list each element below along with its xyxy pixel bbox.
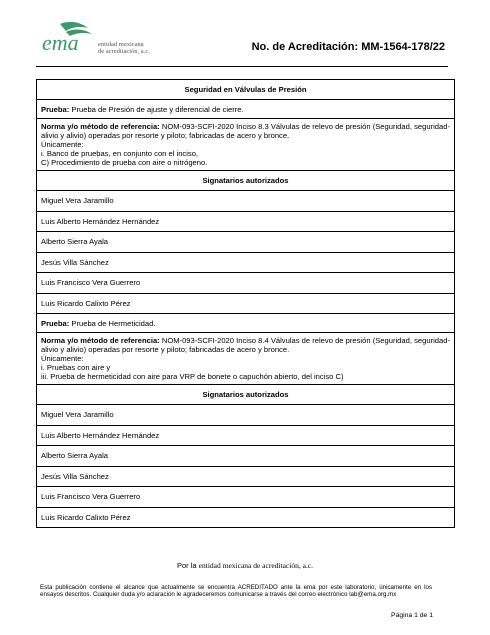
signatory: Miguel Vera Jaramillo (37, 191, 455, 212)
prueba-row: Prueba: Prueba de Presión de ajuste y diferencial de cierre. (37, 100, 455, 119)
signatory: Luis Ricardo Calixto Pérez (37, 293, 455, 314)
signatory: Luis Ricardo Calixto Pérez (37, 507, 455, 528)
signatory: Jesús Villa Sánchez (37, 466, 455, 487)
scope-table (36, 79, 455, 528)
logo-caption: entidad mexicana de acreditación, a.c. (98, 41, 150, 55)
signatory: Luis Francisco Vera Guerrero (37, 273, 455, 294)
ema-logo-mark (40, 20, 100, 56)
prueba-row: Prueba: Prueba de Hermeticidad. (37, 314, 455, 333)
signatory: Miguel Vera Jaramillo (37, 405, 455, 426)
signatory: Luis Francisco Vera Guerrero (37, 487, 455, 508)
issuer-line: Por la entidad mexicana de acreditación, a.c. (176, 561, 313, 570)
signatory: Alberto Sierra Ayala (37, 446, 455, 467)
norma-row: Norma y/o método de referencia: NOM-093-SCFI-2020 Inciso 8.3 Válvulas de relevo de presión (Seguridad, seguridad-alivio y alivio) operadas por resorte y piloto; fabricadas de acero y bronce. Únicamente: i. Banco de pruebas, en conjunto con el inciso, C) Procedimiento de prueba con aire o nitrógeno. (37, 119, 455, 171)
signatory: Luis Alberto Hernández Hernández (37, 425, 455, 446)
norma-row: Norma y/o método de referencia: NOM-093-SCFI-2020 Inciso 8.4 Válvulas de relevo de presión (Seguridad, seguridad-alivio y alivio) operadas por resorte y piloto; fabricadas de acero y bronce. Únicamente: i. Pruebas con aire y iii. Prueba de hermeticidad con aire para VRP de bonete o capuchón abierto, del inciso C) (37, 333, 455, 385)
signatory: Luis Alberto Hernández Hernández (37, 211, 455, 232)
signatories-title: Signatarios autorizados (37, 171, 455, 191)
footer-notice: Esta publicación contiene el alcance que actualmente se encuentra ACREDITADO ante la ema por este laboratorio, únicamente en los ensayos descritos. Cualquier duda y/o aclaración le agradeceremos comunicarse a través del correo electrónico lab@ema.org.mx (40, 584, 432, 598)
page-number: Página 1 de 1 (391, 612, 433, 619)
accreditation-number: No. de Acreditación: MM-1564-178/22 (251, 41, 445, 53)
svg-text:ema: ema (42, 30, 79, 55)
ema-logo (40, 20, 180, 56)
section-title: Seguridad en Válvulas de Presión (37, 80, 455, 100)
signatory: Jesús Villa Sánchez (37, 252, 455, 273)
signatory: Alberto Sierra Ayala (37, 232, 455, 253)
signatories-title: Signatarios autorizados (37, 385, 455, 405)
header-divider (36, 66, 448, 67)
